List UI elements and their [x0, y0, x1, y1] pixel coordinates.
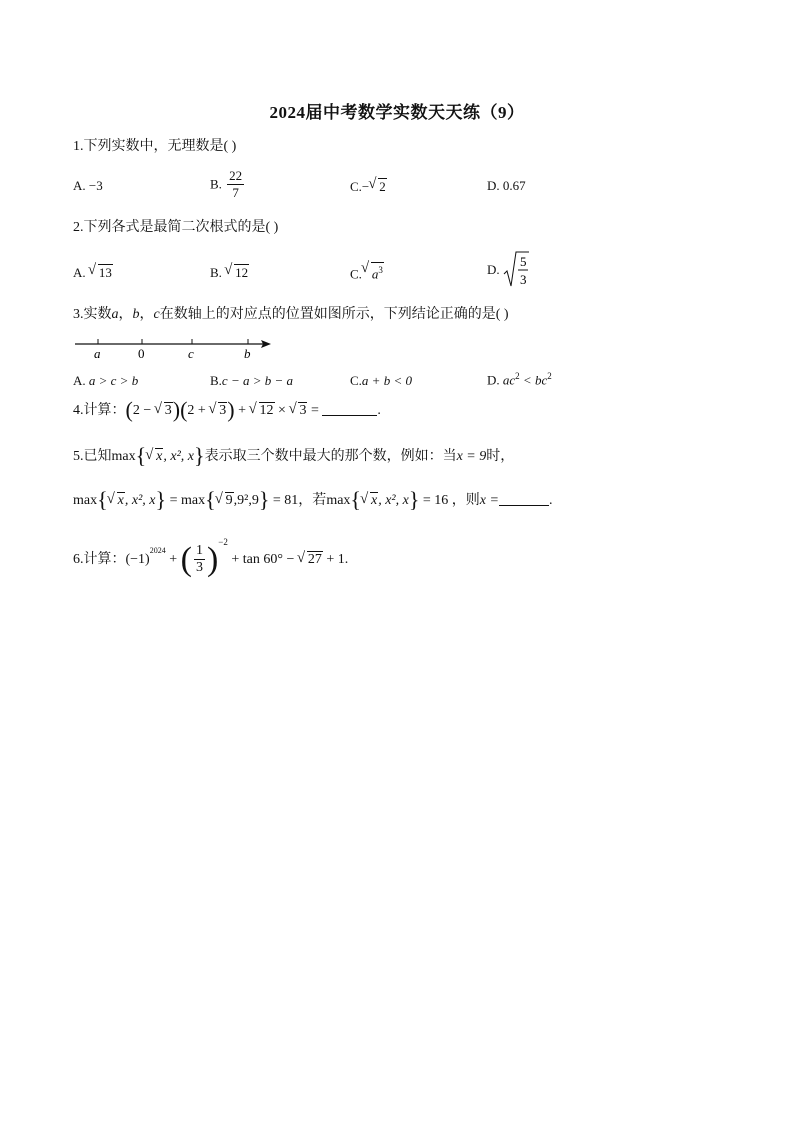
- question-3-stem: [73, 305, 509, 325]
- right-brace: }: [258, 487, 270, 512]
- expression: + 1.: [322, 551, 349, 567]
- radicand: x: [117, 493, 124, 508]
- right-paren: ): [206, 540, 219, 578]
- variable-c: c: [153, 307, 160, 322]
- denominator: 7: [232, 185, 239, 200]
- q1-option-c: [350, 178, 387, 195]
- numerator: 5: [519, 254, 527, 269]
- option-label: D.: [487, 178, 500, 193]
- sqrt-symbol: [250, 401, 275, 421]
- answer-blank: [322, 403, 377, 416]
- right-brace: }: [155, 487, 167, 512]
- radicand: 2: [379, 179, 386, 194]
- sqrt-symbol: [298, 550, 323, 570]
- option-label: A.: [73, 178, 86, 193]
- expression: 2 +: [187, 403, 210, 418]
- expression: ac: [502, 372, 516, 388]
- expression: + tan 60° −: [227, 551, 298, 567]
- equals: =: [307, 403, 323, 418]
- q3-option-c: [350, 373, 412, 389]
- q3-option-d: [487, 371, 552, 388]
- stem-text: 表示取三个数中最大的那个数，例如：当: [204, 449, 457, 464]
- option-label: B.: [210, 265, 222, 280]
- exponent: 2: [515, 371, 520, 381]
- fraction: [227, 168, 244, 201]
- numberline-label-0: 0: [138, 346, 145, 361]
- sqrt-symbol: [108, 491, 125, 511]
- radicand: 3: [219, 403, 227, 418]
- exponent: 3: [378, 265, 383, 275]
- option-label: D.: [487, 262, 500, 277]
- option-label: B.: [210, 373, 222, 388]
- expression: (−1): [125, 551, 150, 567]
- denominator: 3: [195, 560, 203, 576]
- q2-option-c: [350, 262, 384, 282]
- option-label: D.: [487, 372, 500, 388]
- numberline-label-c: c: [188, 346, 194, 361]
- option-value: 0.67: [502, 178, 526, 193]
- q2-option-b: [210, 264, 249, 281]
- sqrt-symbol: [289, 401, 307, 421]
- question-5-line-2: [73, 487, 553, 512]
- radicand: 12: [259, 403, 274, 418]
- sqrt-symbol: [216, 491, 234, 511]
- option-value: −3: [88, 178, 103, 193]
- sqrt-symbol: [146, 447, 163, 467]
- q3-option-a: [73, 373, 138, 389]
- stem-text: 4.计算：: [73, 403, 126, 418]
- page-title: 2024届中考数学实数天天练（9）: [269, 103, 525, 122]
- left-brace: {: [350, 487, 361, 512]
- radicand: 3: [164, 403, 172, 418]
- variable-a: a: [111, 307, 119, 322]
- minus-sign: −: [361, 179, 370, 194]
- exponent: 2: [547, 371, 552, 381]
- question-6: [73, 532, 348, 576]
- radicand: 13: [98, 265, 112, 280]
- option-expression: c − a > b − a: [221, 373, 294, 388]
- numberline-label-b: b: [244, 346, 251, 361]
- expression: = 16 ，则: [419, 493, 480, 508]
- option-label: B.: [210, 176, 222, 192]
- question-5-line-1: [73, 443, 515, 468]
- right-paren: ): [172, 397, 181, 422]
- q2-option-a: [73, 264, 113, 281]
- radicand: 3: [299, 403, 307, 418]
- max-function: max: [326, 493, 351, 508]
- q1-option-a: [73, 178, 103, 194]
- set-elements: , x², x: [378, 493, 409, 508]
- left-brace: {: [135, 443, 147, 468]
- numberline-label-a: a: [94, 346, 101, 361]
- exponent: −2: [218, 537, 228, 547]
- left-paren: (: [125, 397, 133, 422]
- radicand: 12: [235, 265, 249, 280]
- max-function: max: [111, 449, 136, 464]
- sqrt-symbol: [369, 178, 387, 195]
- period: .: [377, 403, 381, 418]
- option-label: A.: [73, 265, 86, 280]
- option-label: C.: [350, 266, 362, 282]
- q1-option-b: [210, 168, 246, 201]
- option-label: A.: [73, 373, 86, 388]
- sqrt-symbol: [209, 401, 227, 421]
- option-label: C.: [350, 179, 362, 194]
- operator: ×: [274, 403, 290, 418]
- exponent: 2024: [149, 546, 166, 555]
- expression: = max: [166, 493, 206, 508]
- set-elements: , x², x: [163, 449, 195, 464]
- set-elements: ,9²,9: [233, 493, 259, 508]
- stem-text: 5.已知: [73, 449, 112, 464]
- right-brace: }: [194, 443, 205, 468]
- comma: ，: [118, 307, 133, 322]
- numerator: 1: [195, 543, 203, 559]
- operator: +: [165, 551, 181, 567]
- period: .: [548, 493, 553, 508]
- sqrt-symbol: [225, 264, 249, 281]
- question-4: [73, 397, 381, 422]
- sqrt-symbol: [362, 262, 384, 282]
- left-brace: {: [97, 487, 108, 512]
- question-2-stem: 2.下列各式是最简二次根式的是( ): [73, 220, 279, 235]
- expression: < bc: [519, 372, 548, 388]
- radicand: x: [370, 493, 378, 508]
- expression: 2 −: [132, 403, 155, 418]
- option-expression: a + b < 0: [361, 373, 412, 388]
- condition: x = 9: [456, 449, 487, 464]
- variable-b: b: [132, 307, 140, 322]
- fraction: [194, 543, 205, 576]
- sqrt-symbol: [155, 401, 173, 421]
- radicand: 9: [225, 493, 233, 508]
- left-paren: (: [180, 397, 188, 422]
- left-paren: (: [180, 540, 192, 578]
- question-1-stem: 1.下列实数中，无理数是( ): [73, 139, 237, 154]
- q2-option-d: [487, 250, 529, 290]
- radicand: x: [156, 449, 163, 464]
- set-elements: , x², x: [124, 493, 156, 508]
- sqrt-symbol: [361, 491, 378, 511]
- numerator: 22: [229, 168, 243, 183]
- right-paren: ): [227, 397, 235, 422]
- right-brace: }: [408, 487, 420, 512]
- radicand: 27: [307, 551, 322, 567]
- q3-option-b: [210, 373, 293, 389]
- stem-text: 6.计算：: [73, 551, 126, 567]
- question-variable: x =: [479, 493, 499, 508]
- q1-option-d: [487, 178, 526, 194]
- number-line: [73, 335, 275, 361]
- operator: +: [234, 403, 250, 418]
- stem-text: 时，: [486, 449, 515, 464]
- expression: = 81，若: [269, 493, 327, 508]
- left-brace: {: [205, 487, 216, 512]
- sqrt-symbol: [89, 264, 113, 281]
- answer-blank: [499, 493, 549, 506]
- option-label: C.: [350, 373, 362, 388]
- stem-text: 3.实数: [73, 307, 112, 322]
- base: a: [371, 266, 379, 282]
- comma: ，: [139, 307, 154, 322]
- denominator: 3: [519, 272, 527, 287]
- sqrt-symbol: [503, 250, 529, 290]
- stem-text: 在数轴上的对应点的位置如图所示，下列结论正确的是( ): [159, 307, 509, 322]
- option-expression: a > c > b: [88, 373, 139, 388]
- max-function: max: [73, 493, 98, 508]
